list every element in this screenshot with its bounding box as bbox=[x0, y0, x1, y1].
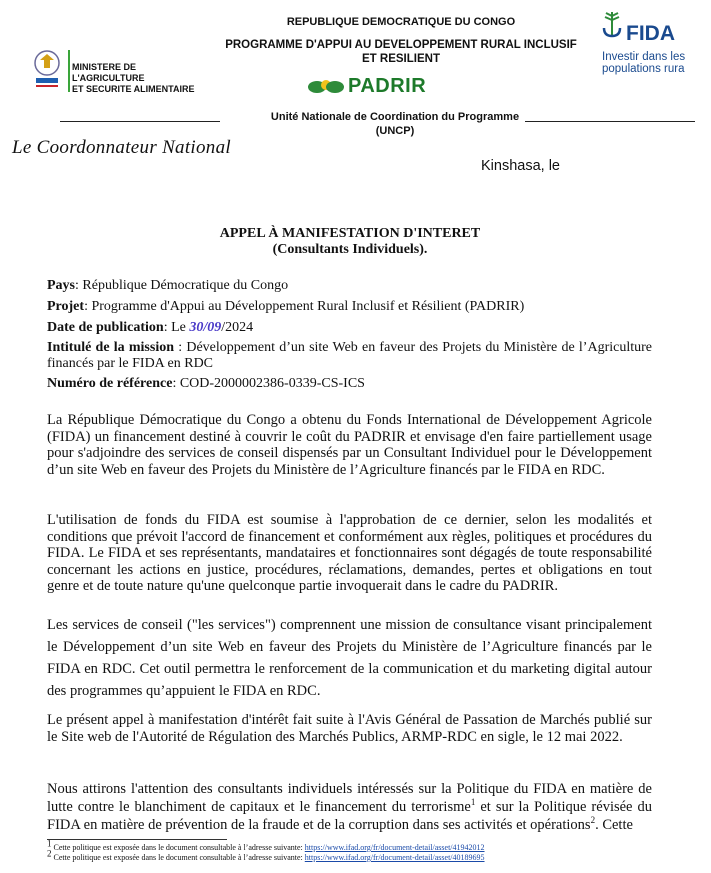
footnote-ref-1: 1 bbox=[470, 797, 476, 808]
footnote-2-text: Cette politique est exposée dans le document consultable à l’adresse suivante: bbox=[51, 853, 305, 862]
field-reference bbox=[47, 376, 652, 392]
fida-tagline-line1: Investir dans les bbox=[602, 51, 686, 63]
unit-heading-line1: Unité Nationale de Coordination du Programme bbox=[270, 111, 520, 123]
ministry-line1: MINISTERE DE L'AGRICULTURE bbox=[72, 62, 145, 83]
document-title: APPEL À MANIFESTATION D'INTERET bbox=[219, 226, 481, 241]
field-date-handwritten: 30/09 bbox=[189, 320, 222, 335]
field-country-label: Pays bbox=[47, 278, 75, 293]
field-publication-date bbox=[47, 320, 652, 336]
footnote-ref-2: 2 bbox=[590, 815, 596, 826]
field-date-prefix: : Le bbox=[163, 320, 190, 335]
fida-tagline-line2: populations rura bbox=[602, 63, 685, 75]
footnote-2 bbox=[47, 848, 667, 863]
footnote-1-number: 1 bbox=[47, 838, 52, 849]
program-heading-line1: PROGRAMME D'APPUI AU DEVELOPPEMENT RURAL INCLUSIF bbox=[225, 39, 577, 51]
field-mission-label: Intitulé de la mission bbox=[47, 340, 175, 355]
footnote-2-link[interactable]: https://www.ifad.org/fr/document-detail/asset/40189695 bbox=[304, 853, 485, 862]
field-reference-label: Numéro de référence bbox=[47, 376, 173, 391]
field-project-value: : Programme d'Appui au Développement Rural Inclusif et Résilient (PADRIR) bbox=[84, 299, 525, 314]
field-project-label: Projet bbox=[47, 299, 85, 314]
field-country bbox=[47, 278, 652, 294]
footnote-1 bbox=[47, 838, 667, 853]
padrir-logo-text: PADRIR bbox=[348, 75, 427, 97]
country-heading: REPUBLIQUE DEMOCRATIQUE DU CONGO bbox=[286, 16, 516, 28]
unit-heading bbox=[250, 110, 540, 138]
header-rule-right bbox=[525, 121, 695, 122]
program-heading-line2: ET RESILIENT bbox=[362, 53, 440, 65]
header-rule-left bbox=[60, 121, 220, 122]
footnote-rule bbox=[47, 839, 227, 840]
fida-logo bbox=[600, 8, 711, 83]
padrir-logo bbox=[306, 75, 466, 99]
paragraph-policy-part1: Nous attirons l'attention des consultants individuels intéressés sur la Politique du FIDA en matière de lutte contre le blanchiment de capitaux et le financement du terrorisme bbox=[47, 781, 652, 815]
field-reference-value: : COD-2000002386-0339-CS-ICS bbox=[172, 376, 365, 391]
ministry-line2: ET SECURITE ALIMENTAIRE bbox=[72, 84, 195, 94]
footnote-2-number: 2 bbox=[47, 848, 52, 859]
padrir-leaf-icon bbox=[306, 76, 346, 98]
fida-tagline bbox=[602, 51, 685, 75]
paragraph-policy-part2: et sur la Politique révisée du FIDA en matière de prévention de la fraude et de la corruption dans ses activités et opérations bbox=[47, 799, 653, 833]
unit-heading-line2: (UNCP) bbox=[375, 125, 415, 137]
national-emblem-icon bbox=[30, 48, 64, 92]
footnote-1-link[interactable]: https://www.ifad.org/fr/document-detail/asset/41942012 bbox=[304, 843, 485, 852]
footnote-1-text: Cette politique est exposée dans le document consultable à l’adresse suivante: bbox=[51, 843, 305, 852]
paragraph-policy bbox=[47, 780, 652, 834]
field-country-value: : République Démocratique du Congo bbox=[75, 278, 289, 293]
field-date-suffix: /2024 bbox=[221, 320, 254, 335]
ministry-name bbox=[72, 62, 207, 95]
paragraph-general-notice: Le présent appel à manifestation d'intérêt fait suite à l'Avis Général de Passation de Marchés publié sur le Site web de l'Autorité de Régulation des Marchés Publics, ARMP-RDC en sigle, le 12 mai 2022. bbox=[47, 712, 652, 745]
paragraph-policy-part3: . Cette bbox=[595, 817, 633, 833]
paragraph-services: Les services de conseil ("les services") comprennent une mission de consultance visant principalement le Développement d’un site Web en faveur des Projets du Ministère de l’Agriculture financés par le FIDA en RDC. Cet outil permettra le renforcement de la communication et du marketing digital autour des programmes qu’appuient le FIDA en RDC. bbox=[47, 617, 652, 699]
fida-logo-text: FIDA bbox=[626, 22, 675, 45]
document-subtitle: (Consultants Individuels). bbox=[272, 242, 428, 257]
coordinator-signature-title: Le Coordonnateur National bbox=[12, 137, 231, 158]
field-mission-value: : Développement d’un site Web en faveur des Projets du Ministère de l’Agriculture financés par le FIDA en RDC bbox=[47, 340, 652, 371]
field-project bbox=[47, 299, 652, 315]
ministry-divider bbox=[68, 50, 70, 92]
paragraph-fida-approval: L'utilisation de fonds du FIDA est soumise à l'approbation de ce dernier, selon les modalités et conditions que prévoit l'accord de financement et conformément aux règles, politiques et procédures du FIDA. Le FIDA et ses représentants, mandataires et fonctionnaires sont dégagés de toute responsabilité concernant les actions en justice, procédures, réclamations, demandes, pertes et obligations en tout genre et de toute nature qu'une quelconque partie invoquerait dans le cadre du PADRIR. bbox=[47, 512, 652, 594]
fida-wheat-icon bbox=[600, 10, 624, 40]
place-date: Kinshasa, le bbox=[481, 158, 560, 174]
program-heading bbox=[216, 38, 586, 66]
field-date-label: Date de publication bbox=[47, 320, 164, 335]
paragraph-financing: La République Démocratique du Congo a obtenu du Fonds International de Développement Agricole (FIDA) un financement destiné à couvrir le coût du PADRIR et envisage d'en faire partiellement usage pour s'adjoindre des services de conseil dispensés par un Consultant Individuel pour le Développement d’un site Web en faveur des Projets du Ministère de l’Agriculture financés par le FIDA en RDC. bbox=[47, 412, 652, 478]
field-mission-title bbox=[47, 340, 652, 372]
